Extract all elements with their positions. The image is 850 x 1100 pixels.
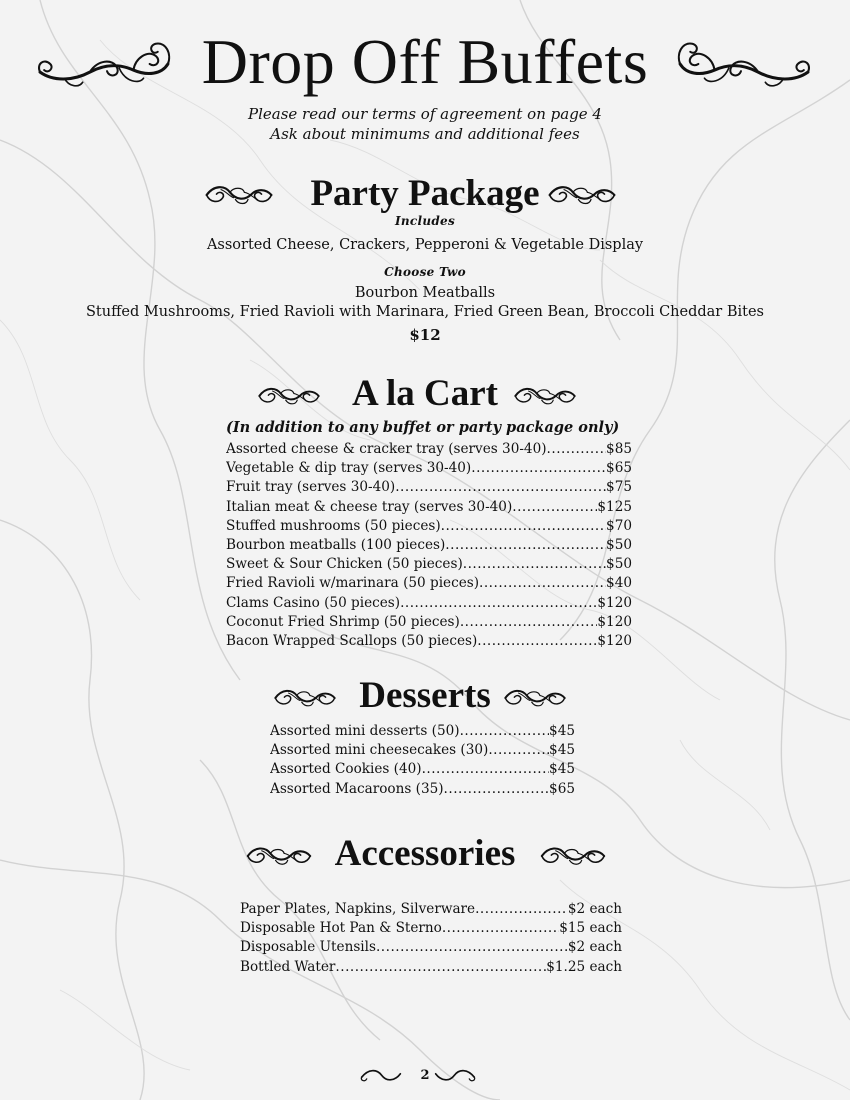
list-item	[226, 613, 632, 632]
list-item	[226, 440, 632, 459]
choice-bourbon-meatballs: Bourbon Meatballs	[354, 285, 496, 301]
item-price: $120	[597, 594, 632, 611]
item-price: $125	[597, 498, 632, 515]
a-la-cart-note: (In addition to any buffet or party package only)	[226, 419, 620, 436]
list-item	[226, 459, 632, 478]
includes-label: Includes	[394, 214, 456, 228]
list-item	[226, 536, 632, 555]
item-price: $15 each	[559, 920, 622, 937]
item-price: $70	[606, 517, 632, 534]
item-name: Sweet & Sour Chicken (50 pieces)	[226, 556, 463, 573]
item-price: $120	[597, 613, 632, 630]
choose-two-label: Choose Two	[384, 265, 466, 279]
list-item	[240, 919, 622, 938]
choice-options: Stuffed Mushrooms, Fried Ravioli with Marinara, Fried Green Bean, Broccoli Cheddar Bites	[86, 304, 764, 320]
item-name: Coconut Fried Shrimp (50 pieces)	[226, 613, 460, 630]
terms-note: Please read our terms of agreement on page 4	[248, 105, 602, 123]
list-item	[270, 722, 575, 741]
item-price: $2 each	[567, 939, 622, 956]
party-package-heading: Party Package	[310, 173, 540, 214]
list-item	[270, 780, 575, 799]
item-price: $45	[549, 761, 575, 778]
item-price: $120	[597, 633, 632, 650]
page-title: Drop Off Buffets	[201, 26, 649, 97]
list-item	[270, 760, 575, 779]
item-name: Stuffed mushrooms (50 pieces)	[226, 517, 441, 534]
list-item	[226, 594, 632, 613]
item-name: Fried Ravioli w/marinara (50 pieces)	[226, 575, 480, 592]
item-price: $2 each	[567, 901, 622, 917]
item-price: $75	[606, 479, 632, 496]
item-name: Bourbon meatballs (100 pieces)	[226, 537, 446, 554]
item-name: Disposable Hot Pan & Sterno	[240, 920, 442, 937]
accessories-heading: Accessories	[334, 833, 516, 874]
accessories-list	[240, 900, 622, 977]
item-price: $65	[606, 460, 632, 477]
list-item	[240, 958, 622, 977]
item-name: Assorted mini cheesecakes (30)	[270, 742, 489, 759]
list-item	[240, 900, 622, 919]
item-name: Clams Casino (50 pieces)	[226, 594, 401, 611]
item-name: Bottled Water	[240, 958, 336, 975]
item-name: Italian meat & cheese tray (serves 30-40)	[226, 498, 513, 515]
desserts-heading: Desserts	[359, 675, 491, 716]
party-package-price: $12	[409, 326, 441, 344]
list-item	[270, 741, 575, 760]
item-price: $45	[549, 723, 575, 739]
includes-text: Assorted Cheese, Crackers, Pepperoni & Vegetable Display	[206, 237, 644, 253]
item-name: Paper Plates, Napkins, Silverware	[240, 901, 476, 917]
list-item	[226, 632, 632, 651]
item-name: Bacon Wrapped Scallops (50 pieces)	[226, 633, 478, 650]
item-name: Assorted Cookies (40)	[270, 761, 422, 778]
item-name: Fruit tray (serves 30-40)	[226, 479, 396, 496]
item-price: $1.25 each	[546, 958, 622, 975]
list-item	[226, 517, 632, 536]
desserts-list	[270, 722, 575, 799]
item-price: $85	[606, 441, 632, 457]
page-number: 2	[420, 1068, 430, 1083]
item-name: Vegetable & dip tray (serves 30-40)	[226, 460, 472, 477]
minimums-note: Ask about minimums and additional fees	[270, 125, 580, 143]
item-price: $50	[606, 556, 632, 573]
item-name: Assorted Macaroons (35)	[270, 780, 444, 797]
item-price: $40	[606, 575, 632, 592]
list-item	[226, 555, 632, 574]
item-price: $45	[549, 742, 575, 759]
list-item	[240, 938, 622, 957]
list-item	[226, 478, 632, 497]
a-la-cart-list	[226, 440, 632, 651]
item-price: $50	[606, 537, 632, 554]
item-name: Assorted cheese & cracker tray (serves 30-40)	[226, 441, 547, 457]
item-name: Disposable Utensils	[240, 939, 376, 956]
list-item	[226, 574, 632, 593]
item-name: Assorted mini desserts (50)	[270, 723, 460, 739]
a-la-cart-heading: A la Cart	[352, 373, 498, 414]
item-price: $65	[549, 780, 575, 797]
list-item	[226, 498, 632, 517]
